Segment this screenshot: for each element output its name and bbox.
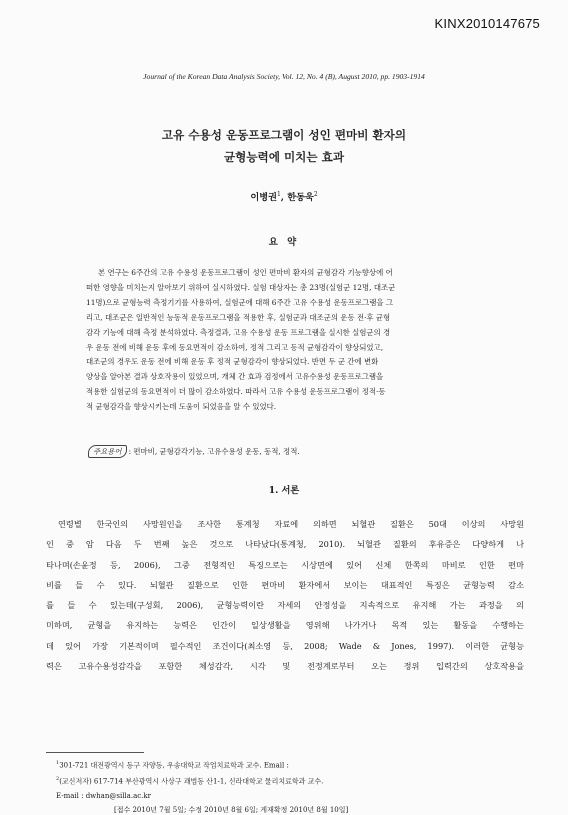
abstract-line: 감각 기능에 대해 측정 분석하였다. 측정결과, 고유 수용성 운동 프로그램을 실시한 실험군의 경	[86, 327, 391, 337]
abstract-line: 양상을 알아본 결과 상호작용이 있었으며, 개체 간 효과 검정에서 고유수용성 운동프로그램을	[86, 372, 384, 382]
journal-citation: Journal of the Korean Data Analysis Society, Vol. 12, No. 4 (B), August 2010, pp. 1903-1914	[143, 72, 425, 81]
document-id: KINX2010147675	[434, 16, 540, 31]
section-heading-introduction: 1. 서론	[268, 485, 300, 496]
keywords	[88, 445, 300, 458]
abstract-line: 대조군의 경우도 운동 전에 비해 운동 후 정적 균형감각이 향상되었다. 반면 두 군 간에 변화	[86, 357, 379, 367]
keywords-label: 주요용어	[88, 445, 127, 458]
abstract-line: 적용한 실험군의 동요면적이 더 많이 감소하였다. 따라서 고유 수용성 운동프로그램이 정적·동	[86, 387, 386, 397]
author-1: 이병권	[250, 192, 277, 203]
abstract-line: 본 연구는 6주간의 고유 수용성 운동프로그램이 성인 편마비 환자의 균형감각 기능향상에 어	[98, 268, 393, 277]
body-line: 를 들 수 있는데(구성회, 2006), 균형능력이란 자세의 안정성을 지속적으로 유지해 가는 과정을 의	[46, 600, 524, 611]
submission-dates: [접수 2010년 7월 5일; 수정 2010년 8월 6일; 게재확정 2010년 8월 10일]	[114, 806, 349, 814]
body-text	[46, 514, 524, 676]
author-2: 한동욱	[287, 192, 314, 203]
abstract-line: 적 균형감각을 향상시키는데 도움이 되었음을 알 수 있었다.	[86, 402, 277, 412]
author-separator: ,	[280, 192, 288, 203]
footnote-1-text: 301-721 대전광역시 동구 자양동, 우송대학교 작업치료학과 교수. Email :	[59, 761, 289, 770]
body-line: 데 있어 가장 기본적이며 필수적인 조건이다(최소영 등, 2008; Wade & Jones, 1997). 이러한 균형능	[46, 640, 524, 651]
footnote-2-text: (교신저자) 617-714 부산광역시 사상구 괘법동 산1-1, 신라대학교 물리치료학과 교수.	[59, 777, 324, 786]
footnote-2	[56, 776, 323, 786]
author-1-affiliation-mark: 1	[276, 190, 281, 198]
body-line: 타나며(손윤정 등, 2006), 그중 전형적인 특징으로는 시상면에 있어 신체 한쪽의 마비로 인한 편마	[46, 559, 524, 570]
body-line: 력은 고유수용성감각을 포함한 체성감각, 시각 및 전정계로부터 오는 정위 입력간의 상호작용을	[46, 661, 524, 672]
body-line: 연령별 한국인의 사망원인을 조사한 통계청 자료에 의하면 뇌혈관 질환은 50대 이상의 사망원	[58, 519, 524, 529]
abstract-line: 11명)으로 균형능력 측정기기를 사용하여, 실험군에 대해 6주간 고유 수용성 운동프로그램을 그	[86, 297, 393, 307]
footnote-email: E-mail : dwhan@silla.ac.kr	[56, 792, 151, 800]
footnote-2-mark: 2	[56, 776, 60, 782]
abstract	[86, 266, 490, 415]
footnote-1-mark: 1	[56, 760, 60, 766]
abstract-line: 우 운동 전에 비해 운동 후에 동요면적이 감소하여, 정적 그리고 동적 균형감각이 향상되었고,	[86, 342, 384, 352]
body-line: 미하며, 균형을 유지하는 능력은 인간이 일상생활을 영위해 나가거나 목적 있는 활동을 수행하는	[46, 620, 524, 631]
author-2-affiliation-mark: 2	[313, 190, 318, 198]
abstract-line: 떠한 영향을 미치는지 알아보기 위하여 실시하였다. 실험 대상자는 총 23명(실험군 12명, 대조군	[86, 282, 396, 292]
author-list	[0, 189, 568, 203]
paper-title-line1: 고유 수용성 운동프로그램이 성인 편마비 환자의	[161, 128, 407, 142]
abstract-heading: 요 약	[268, 237, 300, 248]
footnote-divider	[46, 752, 144, 753]
body-line: 인 중 암 다음 두 번째 높은 것으로 나타났다(통계청, 2010). 뇌혈관 질환의 후유증은 다양하게 나	[46, 539, 524, 550]
footnote-1	[56, 760, 289, 770]
abstract-line: 리고, 대조군은 일반적인 능동적 운동프로그램을 적용한 후, 실험군과 대조군의 운동 전·후 균형	[86, 312, 391, 322]
body-line: 비를 들 수 있다. 뇌혈관 질환으로 인한 편마비 환자에서 보이는 대표적인 특징은 균형능력 감소	[46, 579, 524, 590]
paper-title-line2: 균형능력에 미치는 효과	[223, 150, 345, 164]
keywords-list: : 편마비, 균형감각기능, 고유수용성 운동, 동적, 정적.	[128, 447, 300, 456]
